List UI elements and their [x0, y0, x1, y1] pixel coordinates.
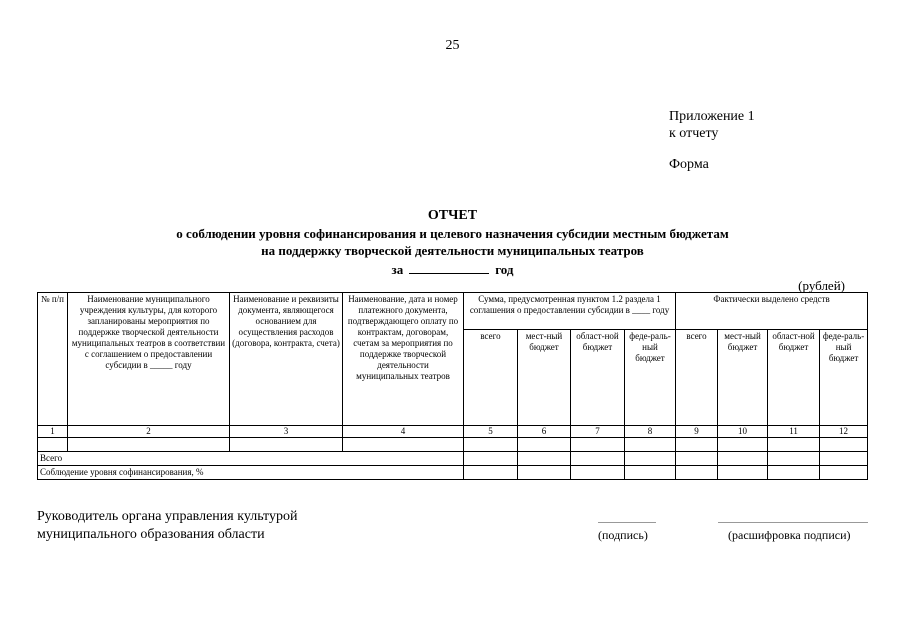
- column-number: 10: [718, 426, 768, 438]
- table-cell[interactable]: [718, 438, 768, 452]
- table-row: [38, 438, 868, 452]
- table-cell[interactable]: [625, 452, 676, 466]
- header-number: № п/п: [38, 293, 68, 426]
- currency-unit: (рублей): [798, 278, 845, 293]
- column-number: 9: [676, 426, 718, 438]
- appendix-line-1: Приложение 1: [669, 109, 755, 124]
- subheader-local: мест-ный бюджет: [518, 330, 571, 426]
- table-cell[interactable]: [464, 466, 518, 480]
- report-title: ОТЧЕТ: [427, 208, 478, 223]
- report-period: [0, 261, 905, 278]
- table-cell[interactable]: [625, 466, 676, 480]
- table-cell[interactable]: [676, 438, 718, 452]
- subheader-local: мест-ный бюджет: [718, 330, 768, 426]
- appendix-line-2: к отчету: [669, 126, 719, 141]
- subtitle-line-1: о соблюдении уровня софинансирования и целевого назначения субсидии местным бюджетам: [176, 226, 729, 241]
- column-number: 3: [230, 426, 343, 438]
- subheader-total: всего: [464, 330, 518, 426]
- table-cell[interactable]: [768, 452, 820, 466]
- name-decoding-line[interactable]: [718, 522, 868, 523]
- table-cell[interactable]: [464, 452, 518, 466]
- name-decoding-caption: (расшифровка подписи): [728, 528, 851, 542]
- table-cell[interactable]: [718, 466, 768, 480]
- table-cell[interactable]: [571, 438, 625, 452]
- table-cell[interactable]: [820, 466, 868, 480]
- table-cell[interactable]: [718, 452, 768, 466]
- total-label: Всего: [38, 452, 464, 466]
- table-cell[interactable]: [676, 452, 718, 466]
- table-cell[interactable]: [230, 438, 343, 452]
- total-row: [38, 452, 868, 466]
- table-cell[interactable]: [68, 438, 230, 452]
- table-header-row-1: [38, 293, 868, 330]
- appendix-block: [669, 108, 755, 142]
- signatory-title-line-2: муниципального образования области: [37, 527, 265, 542]
- page-number: 25: [445, 38, 460, 53]
- table-cell[interactable]: [820, 438, 868, 452]
- table-cell[interactable]: [768, 438, 820, 452]
- column-number: 2: [68, 426, 230, 438]
- table-cell[interactable]: [518, 438, 571, 452]
- cofinancing-level-row: [38, 466, 868, 480]
- header-document: Наименование и реквизиты документа, являющегося основанием для осуществления расходов (договора, контракта, счета): [230, 293, 343, 426]
- header-institution: Наименование муниципального учреждения культуры, для которого запланированы мероприятия по поддержке творческой деятельности муниципальных театров в соответствии с соглашением о предоставлении субсидии в _____ году: [68, 293, 230, 426]
- subheader-regional: област-ной бюджет: [768, 330, 820, 426]
- report-table: [37, 292, 868, 480]
- column-number: 7: [571, 426, 625, 438]
- column-number: 11: [768, 426, 820, 438]
- table-cell[interactable]: [768, 466, 820, 480]
- table-cell[interactable]: [518, 452, 571, 466]
- header-actual-funds: Фактически выделено средств: [676, 293, 868, 330]
- column-number: 1: [38, 426, 68, 438]
- column-number: 6: [518, 426, 571, 438]
- cofinancing-level-label: Соблюдение уровня софинансирования, %: [38, 466, 464, 480]
- report-subtitle: [0, 225, 905, 259]
- column-number: 8: [625, 426, 676, 438]
- table-cell[interactable]: [38, 438, 68, 452]
- period-prefix: за: [391, 262, 404, 277]
- header-payment-document: Наименование, дата и номер платежного документа, подтверждающего оплату по контрактам, договорам, счетам за мероприятия по поддержке творческой деятельности муниципальных театров: [343, 293, 464, 426]
- subheader-federal: феде-раль-ный бюджет: [625, 330, 676, 426]
- column-numbers-row: [38, 426, 868, 438]
- table-cell[interactable]: [343, 438, 464, 452]
- column-number: 5: [464, 426, 518, 438]
- table-cell[interactable]: [464, 438, 518, 452]
- column-number: 4: [343, 426, 464, 438]
- table-cell[interactable]: [625, 438, 676, 452]
- table-cell[interactable]: [820, 452, 868, 466]
- subheader-federal: феде-раль-ный бюджет: [820, 330, 868, 426]
- signatory-title-line-1: Руководитель органа управления культурой: [37, 509, 298, 524]
- table-cell[interactable]: [518, 466, 571, 480]
- table-cell[interactable]: [571, 466, 625, 480]
- signature-caption: (подпись): [598, 528, 648, 542]
- header-planned-sum: Сумма, предусмотренная пунктом 1.2 раздела 1 соглашения о предоставлении субсидии в ____ году: [464, 293, 676, 330]
- table-cell[interactable]: [571, 452, 625, 466]
- form-label: Форма: [669, 157, 709, 172]
- signature-line[interactable]: [598, 522, 656, 523]
- column-number: 12: [820, 426, 868, 438]
- table-cell[interactable]: [676, 466, 718, 480]
- subheader-regional: област-ной бюджет: [571, 330, 625, 426]
- period-suffix: год: [495, 262, 514, 277]
- subheader-total: всего: [676, 330, 718, 426]
- signature-block: [37, 508, 297, 544]
- period-year-blank: [409, 261, 489, 274]
- subtitle-line-2: на поддержку творческой деятельности муниципальных театров: [261, 243, 644, 258]
